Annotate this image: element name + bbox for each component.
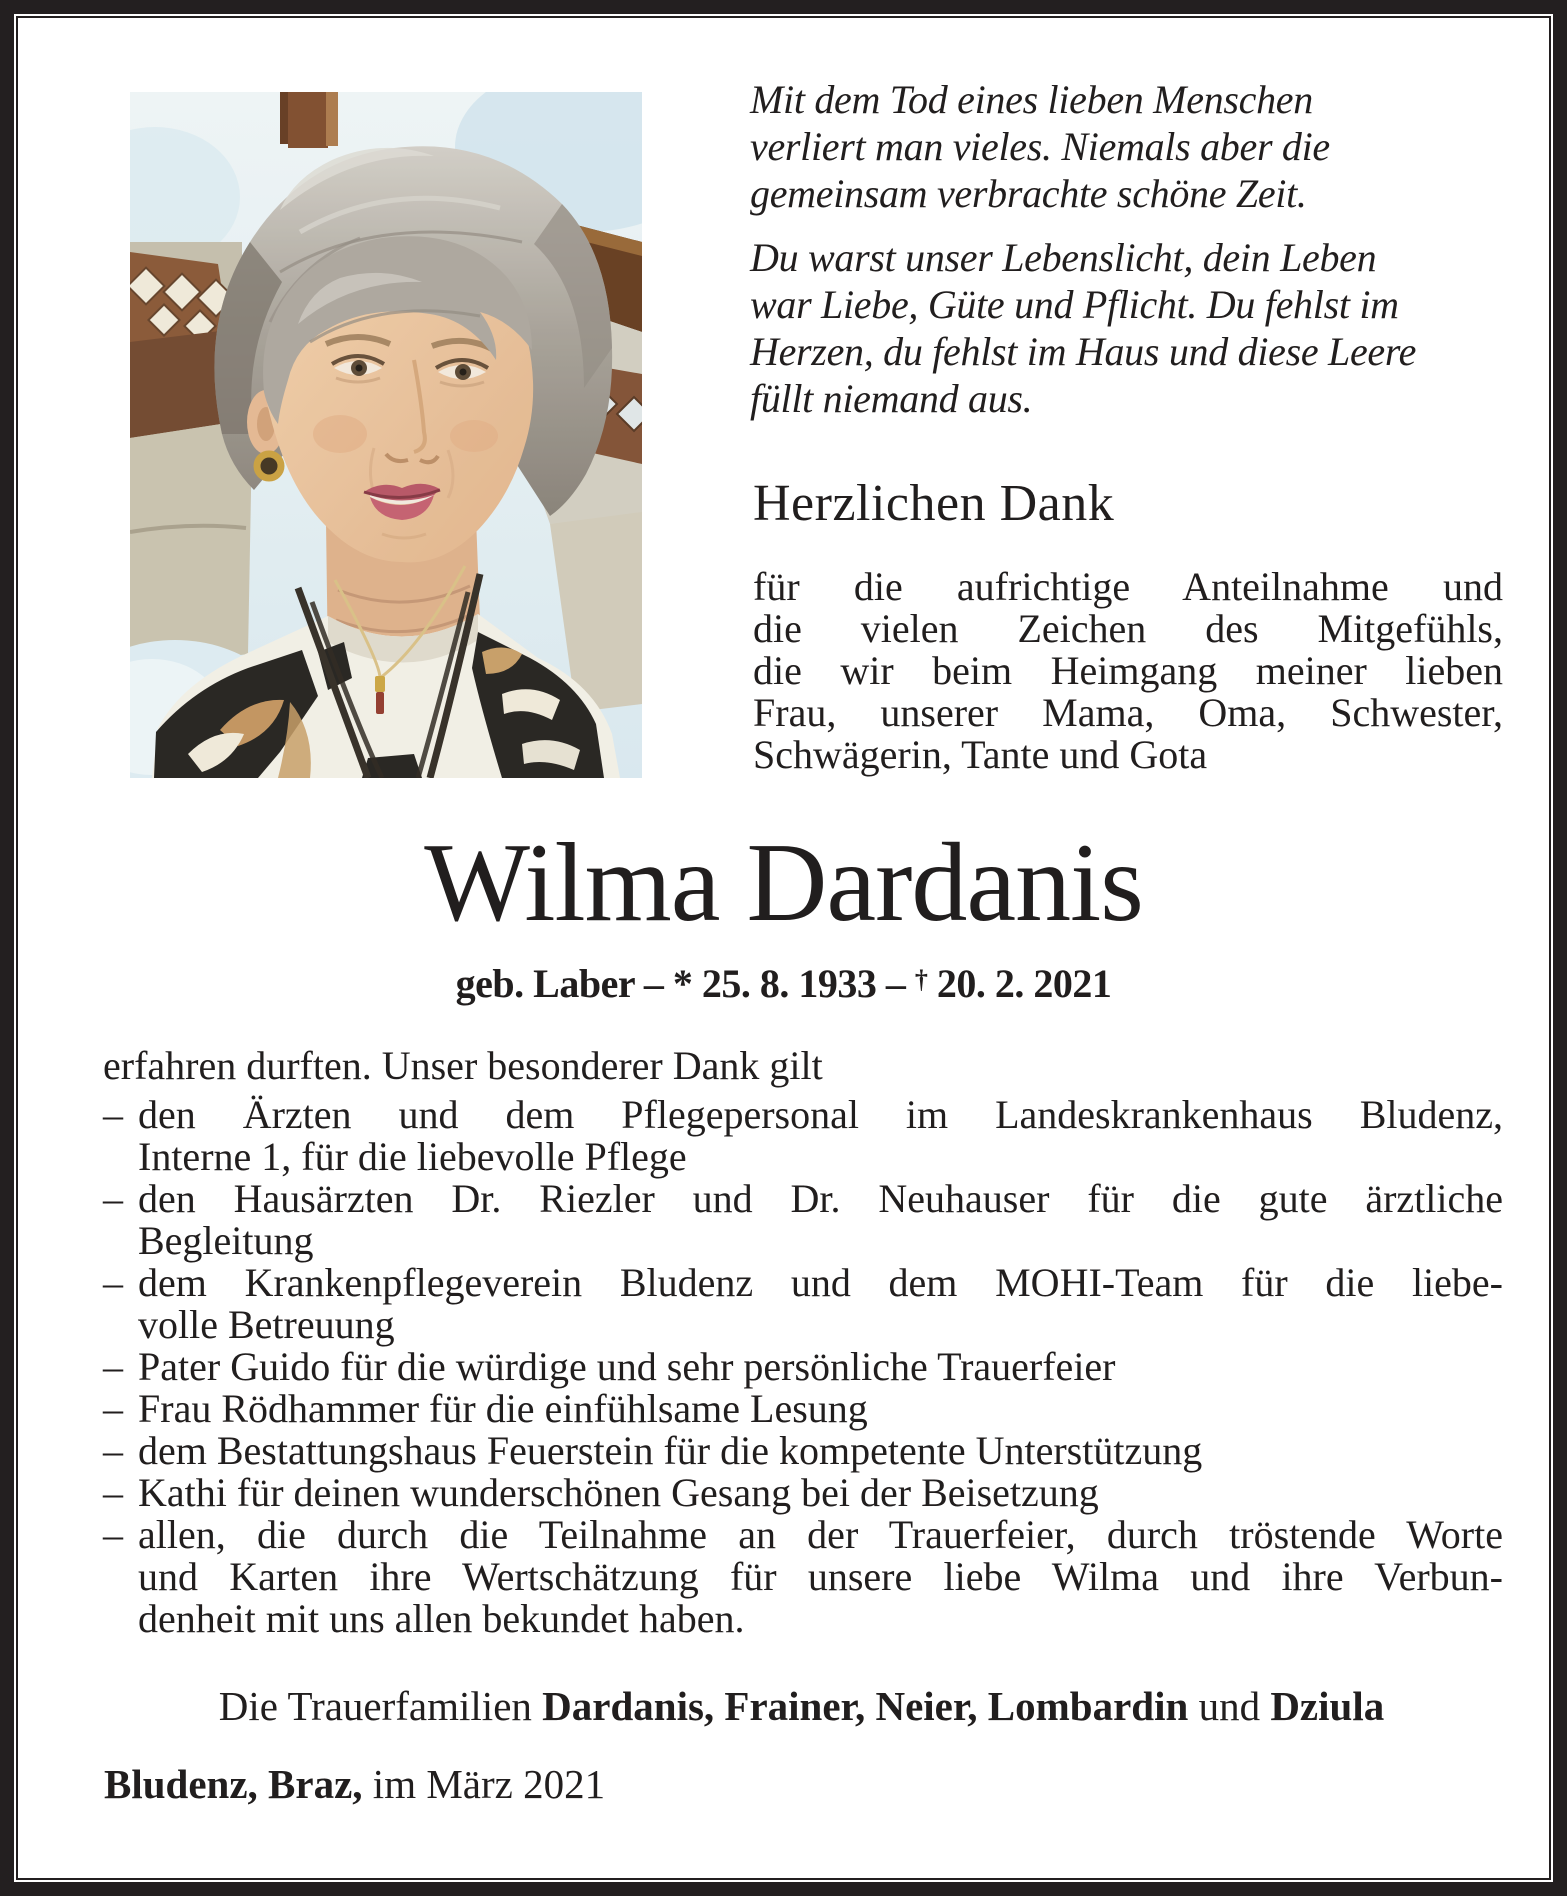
deceased-dates [0,960,1567,1007]
list-item-text: Kathi für deinen wunderschönen Gesang bei der Beisetzung [138,1470,1099,1515]
birth-name-and-date: geb. Laber – * 25. 8. 1933 – [455,961,915,1006]
verse-paragraph-2: Du warst unser Lebenslicht, dein Leben war Liebe, Güte und Pflicht. Du fehlst im Herzen, du fehlst im Haus und diese Leere füllt niemand aus. [750,235,1417,421]
list-dash: – [103,1470,123,1515]
list-item [103,1472,1503,1514]
deceased-name: Wilma Dardanis [424,821,1143,945]
list-item-text: dem Bestattungshaus Feuerstein für die kompetente Unterstützung [138,1428,1203,1473]
families-connector: und [1188,1683,1271,1729]
list-item [103,1514,1503,1640]
portrait-photo [130,92,642,778]
verse-paragraph-1: Mit dem Tod eines lieben Menschen verliert man vieles. Niemals aber die gemeinsam verbrachte schöne Zeit. [750,77,1330,216]
list-dash: – [103,1428,123,1473]
list-item [103,1430,1503,1472]
death-date: 20. 2. 2021 [927,961,1112,1006]
list-item [103,1262,1503,1346]
list-item-text: allen, die durch die Teilnahme an der Trauerfeier, durch tröstende Worte und Karten ihre Wertschätzung für unsere liebe Wilma und ihre Verbun- denheit mit uns allen bekundet haben. [138,1512,1503,1641]
family-names-group-2: Dziula [1270,1683,1385,1729]
thanks-heading: Herzlichen Dank [753,475,1115,532]
list-item-text: den Hausärzten Dr. Riezler und Dr. Neuhauser für die gute ärztliche Begleitung [138,1176,1503,1263]
list-item-text: Pater Guido für die würdige und sehr persönliche Trauerfeier [138,1344,1116,1389]
list-dash: – [103,1260,123,1305]
list-item-text: dem Krankenpflegeverein Bludenz und dem MOHI-Team für die liebe- volle Betreuung [138,1260,1503,1347]
family-names-group-1: Dardanis, Frainer, Neier, Lombardin [542,1683,1189,1729]
list-item [103,1178,1503,1262]
list-dash: – [103,1176,123,1221]
list-item [103,1346,1503,1388]
place-names: Bludenz, Braz, [104,1761,363,1807]
list-dash: – [103,1386,123,1431]
list-item-text: Frau Rödhammer für die einfühlsame Lesung [138,1386,868,1431]
mourning-families-line [100,1682,1503,1730]
list-dash: – [103,1512,123,1557]
list-dash: – [103,1344,123,1389]
thanks-continuation-line: erfahren durften. Unser besonderer Dank gilt [103,1043,823,1088]
place-date-line [104,1760,605,1808]
list-item [103,1388,1503,1430]
dagger-symbol: † [914,965,928,994]
families-prefix: Die Trauerfamilien [218,1683,543,1729]
thanks-intro-paragraph: für die aufrichtige Anteilnahme und die vielen Zeichen des Mitgefühls, die wir beim Heimgang meiner lieben Frau, unserer Mama, Oma, Schwester, Schwägerin, Tante und Gota [753,564,1503,777]
date-text: im März 2021 [362,1761,606,1807]
memorial-verse [750,76,1512,439]
list-dash: – [103,1092,123,1137]
list-item-text: den Ärzten und dem Pflegepersonal im Landeskrankenhaus Bludenz, Interne 1, für die liebevolle Pflege [138,1092,1503,1179]
acknowledgement-list [103,1094,1503,1640]
list-item [103,1094,1503,1178]
